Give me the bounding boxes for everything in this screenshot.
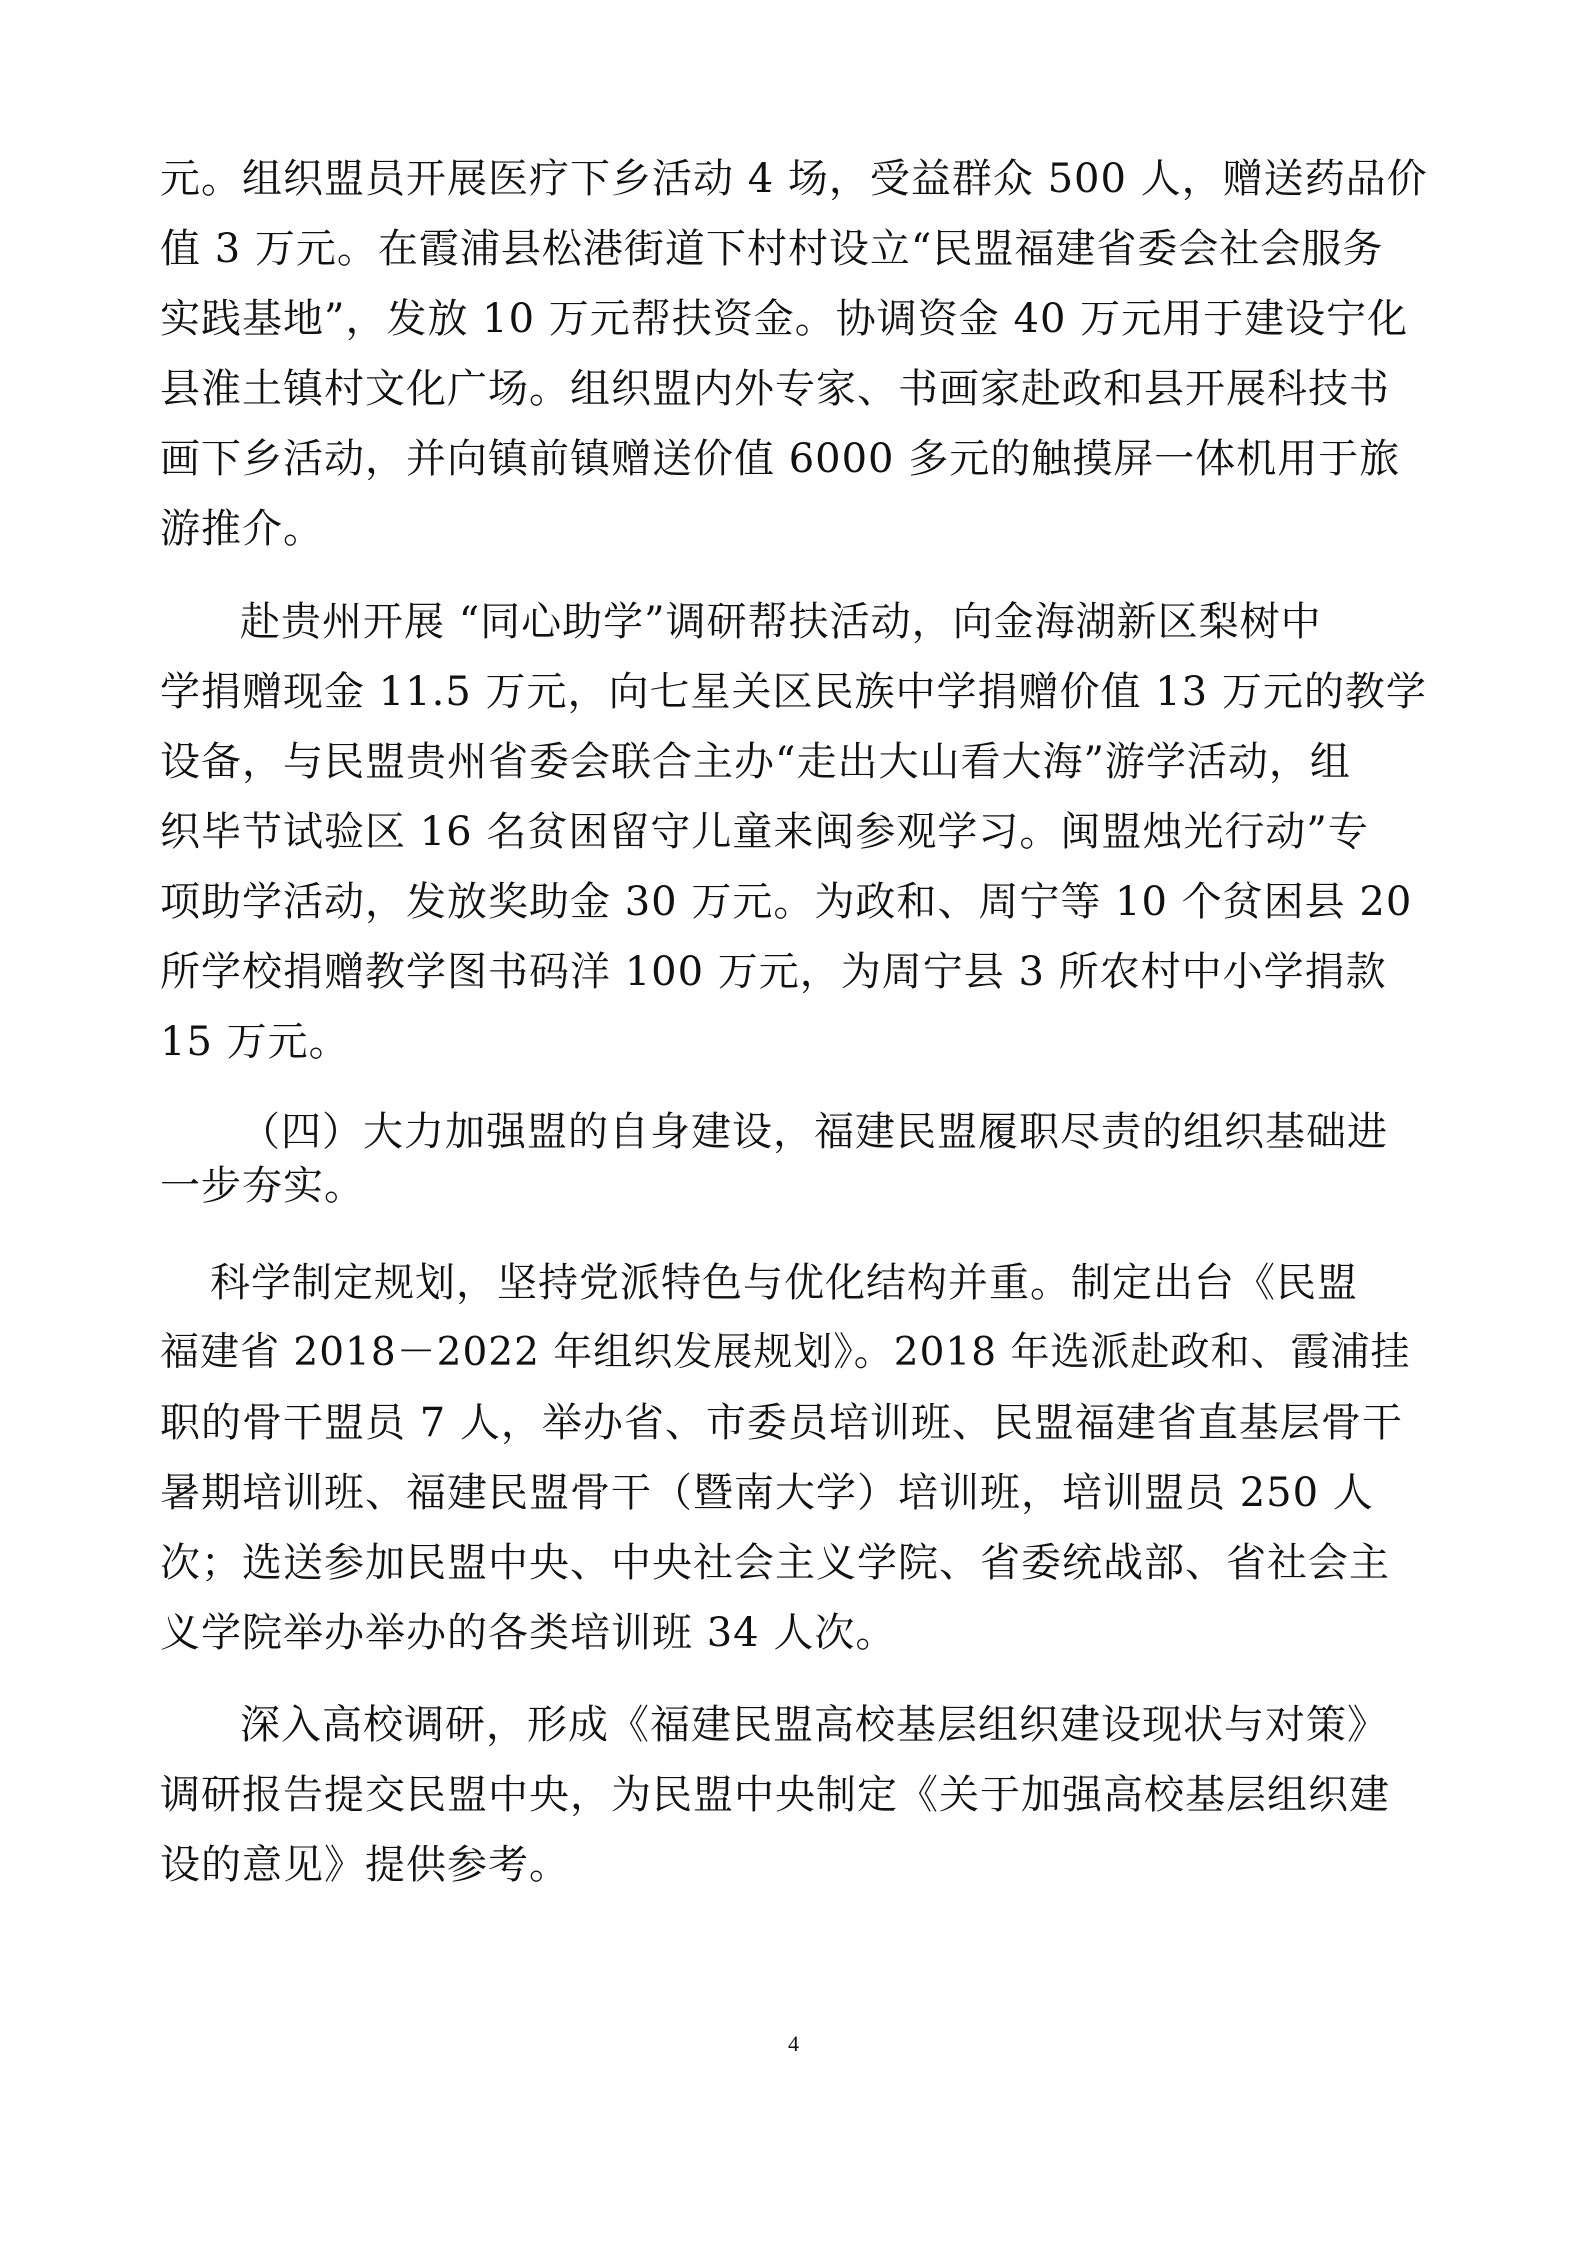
paragraph-line: 科学制定规划，坚持党派特色与优化结构并重。制定出台《民盟	[210, 1260, 1358, 1306]
paragraph-line: 画下乡活动，并向镇前镇赠送价值 6000 多元的触摸屏一体机用于旅	[160, 436, 1401, 482]
paragraph-line: 项助学活动，发放奖助金 30 万元。为政和、周宁等 10 个贫困县 20	[160, 879, 1413, 925]
paragraph-line: 元。组织盟员开展医疗下乡活动 4 场，受益群众 500 人，赠送药品价	[160, 156, 1428, 202]
page-number: 4	[788, 2031, 799, 2056]
heading-line: 一步夯实。	[160, 1163, 365, 1209]
paragraph-line: 实践基地”，发放 10 万元帮扶资金。协调资金 40 万元用于建设宁化	[160, 296, 1409, 342]
paragraph-line: 设的意见》提供参考。	[160, 1842, 570, 1888]
paragraph-line: 赴贵州开展 “同心助学”调研帮扶活动，向金海湖新区梨树中	[240, 599, 1322, 645]
paragraph-line: 所学校捐赠教学图书码洋 100 万元，为周宁县 3 所农村中小学捐款	[160, 949, 1387, 995]
paragraph-line: 织毕节试验区 16 名贫困留守儿童来闽参观学习。闽盟烛光行动”专	[160, 809, 1369, 855]
paragraph-line: 县淮土镇村文化广场。组织盟内外专家、书画家赴政和县开展科技书	[160, 366, 1390, 412]
paragraph-line: 游推介。	[160, 506, 324, 552]
paragraph-line: 值 3 万元。在霞浦县松港街道下村村设立“民盟福建省委会社会服务	[160, 226, 1384, 272]
paragraph-line: 暑期培训班、福建民盟骨干（暨南大学）培训班，培训盟员 250 人	[160, 1470, 1374, 1516]
paragraph-line: 15 万元。	[160, 1019, 350, 1065]
paragraph-line: 职的骨干盟员 7 人，举办省、市委员培训班、民盟福建省直基层骨干	[160, 1400, 1403, 1446]
paragraph-line: 设备，与民盟贵州省委会联合主办“走出大山看大海”游学活动，组	[160, 739, 1351, 785]
paragraph-line: 义学院举办举办的各类培训班 34 人次。	[160, 1610, 897, 1656]
heading-line: （四）大力加强盟的自身建设，福建民盟履职尽责的组织基础进	[240, 1109, 1388, 1155]
paragraph-line: 调研报告提交民盟中央，为民盟中央制定《关于加强高校基层组织建	[160, 1772, 1390, 1818]
paragraph-line: 次；选送参加民盟中央、中央社会主义学院、省委统战部、省社会主	[160, 1540, 1390, 1586]
paragraph-line: 深入高校调研，形成《福建民盟高校基层组织建设现状与对策》	[240, 1702, 1388, 1748]
paragraph-line: 学捐赠现金 11.5 万元，向七星关区民族中学捐赠价值 13 万元的教学	[160, 669, 1427, 715]
paragraph-line: 福建省 2018－2022 年组织发展规划》。2018 年选派赴政和、霞浦挂	[160, 1330, 1411, 1375]
